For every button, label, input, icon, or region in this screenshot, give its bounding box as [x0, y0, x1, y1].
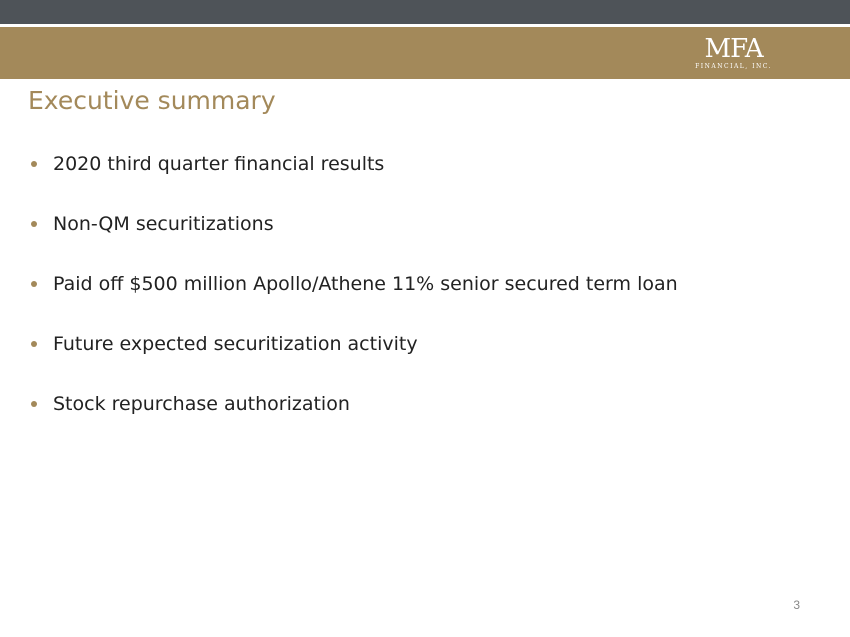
- logo-mark: MFA: [704, 34, 763, 64]
- logo-subtitle: FINANCIAL, INC.: [695, 63, 772, 70]
- company-logo: [695, 36, 772, 70]
- bullet-item: [28, 150, 678, 210]
- bullet-text: Future expected securitization activity: [53, 333, 418, 355]
- bullet-dot-icon: [31, 341, 37, 347]
- bullet-item: [28, 270, 678, 330]
- page-number: 3: [793, 598, 800, 612]
- bullet-text: Stock repurchase authorization: [53, 393, 350, 415]
- bullet-dot-icon: [31, 161, 37, 167]
- bullet-list: [28, 150, 678, 450]
- slide-title: Executive summary: [28, 86, 276, 115]
- header-dark-bar: [0, 0, 850, 24]
- bullet-text: Non-QM securitizations: [53, 213, 274, 235]
- bullet-dot-icon: [31, 401, 37, 407]
- bullet-item: [28, 210, 678, 270]
- bullet-item: [28, 390, 678, 450]
- bullet-text: Paid off $500 million Apollo/Athene 11% senior secured term loan: [53, 273, 678, 295]
- bullet-dot-icon: [31, 281, 37, 287]
- bullet-dot-icon: [31, 221, 37, 227]
- bullet-text: 2020 third quarter financial results: [53, 153, 385, 175]
- bullet-item: [28, 330, 678, 390]
